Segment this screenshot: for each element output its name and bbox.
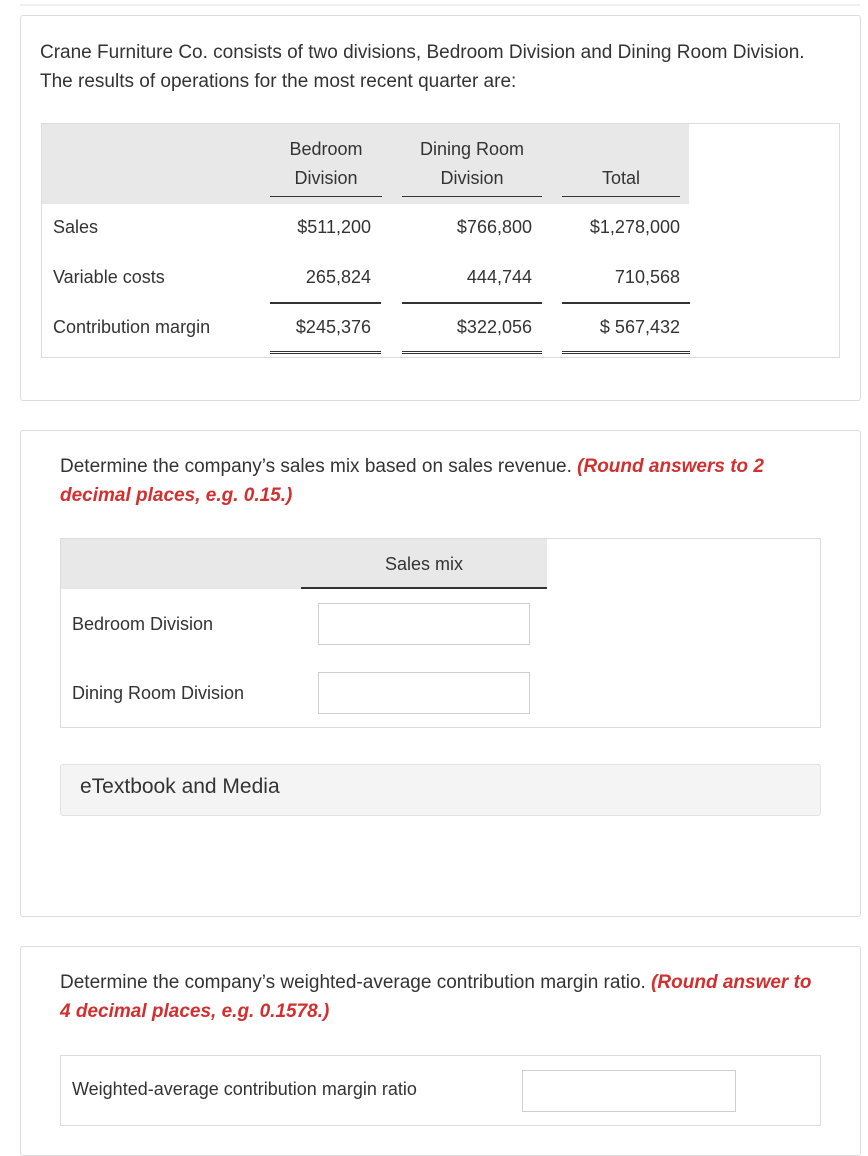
variable-costs-bedroom: 265,824: [305, 267, 371, 287]
dining-room-sales-mix-input[interactable]: [318, 672, 530, 714]
total-double-underline-dining: [402, 351, 542, 354]
bedroom-sales-mix-input[interactable]: [318, 603, 530, 645]
question-sales-mix: Determine the company’s sales mix based on sales revenue. (Round answers to 2 decimal places, e.g. 0.15.): [60, 456, 764, 506]
row-label-sales: Sales: [53, 217, 99, 237]
sales-mix-table: [60, 538, 821, 728]
header-dining-room-division: Dining Room Division: [402, 135, 542, 193]
total-double-underline-total: [562, 351, 690, 354]
rounding-instruction-2: (Round answer to 4 decimal places, e.g. 0.1578.): [60, 972, 812, 1022]
question-weighted-average: Determine the company’s weighted-average contribution margin ratio. (Round answer to 4 decimal places, e.g. 0.1578.): [60, 972, 812, 1022]
results-table: [41, 123, 840, 358]
sales-bedroom: $511,200: [297, 217, 371, 237]
header-total: Total: [562, 164, 680, 193]
row-label-contribution-margin: Contribution margin: [53, 317, 211, 337]
sales-total: $1,278,000: [589, 217, 680, 237]
problem-intro: Crane Furniture Co. consists of two divisions, Bedroom Division and Dining Room Division. The results of operations for the most recent quarter are:: [40, 42, 805, 92]
row-label-dining-room-division: Dining Room Division: [72, 683, 245, 703]
top-divider: [20, 4, 860, 6]
row-label-variable-costs: Variable costs: [53, 267, 165, 287]
variable-costs-total: 710,568: [614, 267, 680, 287]
contribution-margin-total: $ 567,432: [599, 317, 680, 337]
subtotal-underline-dining: [402, 302, 542, 304]
etextbook-label: eTextbook and Media: [80, 775, 280, 798]
rounding-instruction: (Round answers to 2 decimal places, e.g. 0.15.): [60, 456, 764, 506]
total-double-underline-bedroom: [270, 351, 381, 354]
sales-dining: $766,800: [456, 217, 532, 237]
contribution-margin-bedroom: $245,376: [295, 317, 371, 337]
subtotal-underline-total: [562, 302, 690, 304]
variable-costs-dining: 444,744: [466, 267, 532, 287]
weighted-average-label: Weighted-average contribution margin ratio: [72, 1079, 417, 1099]
etextbook-and-media-button[interactable]: [60, 764, 821, 816]
subtotal-underline-bedroom: [270, 302, 381, 304]
contribution-margin-dining: $322,056: [456, 317, 532, 337]
weighted-average-table: [60, 1055, 821, 1126]
row-label-bedroom-division: Bedroom Division: [72, 614, 214, 634]
sales-mix-column-header: Sales mix: [301, 539, 547, 589]
header-bedroom-division: Bedroom Division: [270, 135, 382, 193]
weighted-average-cm-ratio-input[interactable]: [522, 1070, 736, 1112]
